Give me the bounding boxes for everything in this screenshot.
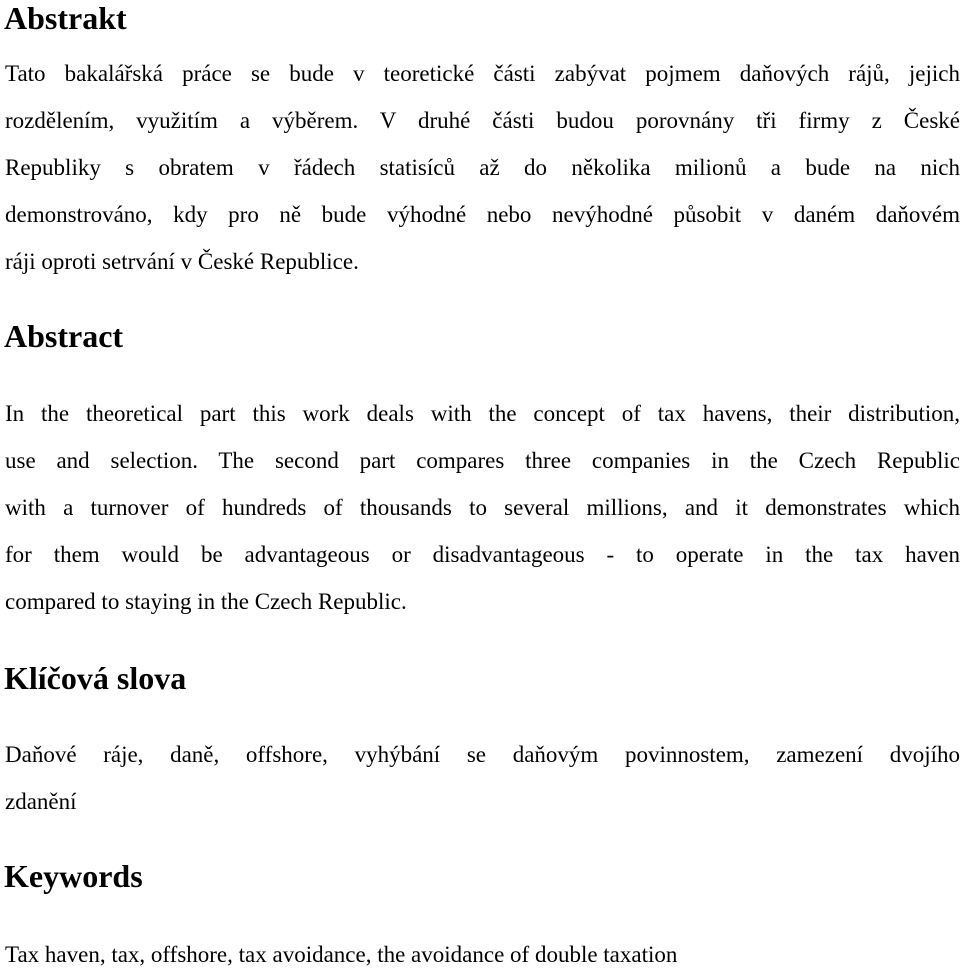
klicova-slova-heading: Klíčová slova xyxy=(4,660,187,696)
abstrakt-heading: Abstrakt xyxy=(4,0,127,36)
klicova-slova-paragraph xyxy=(5,731,960,825)
abstract-line: In the theoretical part this work deals with the concept of tax havens, their distribution, xyxy=(5,401,960,426)
abstrakt-line: Republiky s obratem v řádech statisíců až do několika milionů a bude na nich xyxy=(5,155,960,180)
abstract-line: compared to staying in the Czech Republic. xyxy=(5,589,407,614)
keywords-line: Tax haven, tax, offshore, tax avoidance, the avoidance of double taxation xyxy=(5,942,678,967)
abstract-line: with a turnover of hundreds of thousands to several millions, and it demonstrates which xyxy=(5,495,960,520)
abstract-line: use and selection. The second part compares three companies in the Czech Republic xyxy=(5,448,960,473)
abstrakt-paragraph xyxy=(5,50,960,285)
abstract-paragraph xyxy=(5,390,960,625)
abstrakt-line: Tato bakalářská práce se bude v teoretické části zabývat pojmem daňových rájů, jejich xyxy=(5,61,960,86)
abstrakt-line: ráji oproti setrvání v České Republice. xyxy=(5,249,359,274)
klicova-slova-line: Daňové ráje, daně, offshore, vyhýbání se daňovým povinnostem, zamezení dvojího xyxy=(5,742,960,767)
abstract-heading: Abstract xyxy=(4,318,124,354)
abstrakt-line: rozdělením, využitím a výběrem. V druhé části budou porovnány tři firmy z České xyxy=(5,108,960,133)
keywords-paragraph xyxy=(5,931,960,978)
keywords-heading: Keywords xyxy=(4,858,143,894)
abstrakt-line: demonstrováno, kdy pro ně bude výhodné nebo nevýhodné působit v daném daňovém xyxy=(5,202,960,227)
abstract-line: for them would be advantageous or disadvantageous - to operate in the tax haven xyxy=(5,542,960,567)
klicova-slova-line: zdanění xyxy=(5,789,77,814)
